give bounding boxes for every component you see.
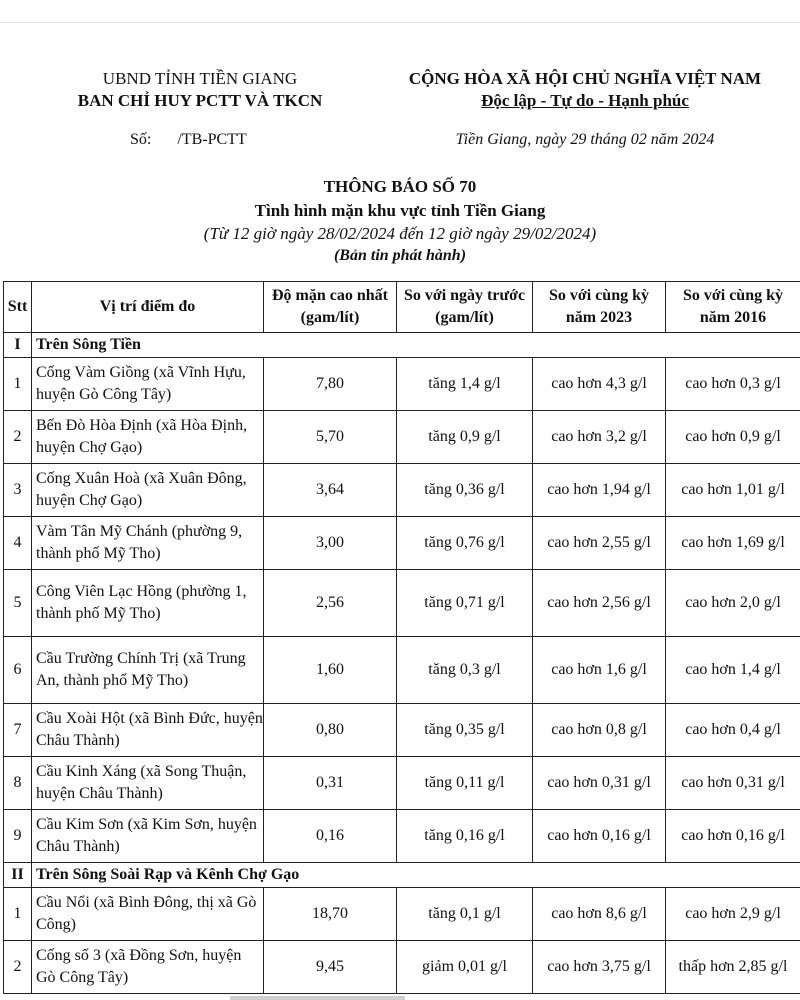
row-vs-2016: cao hơn 1,69 g/l — [666, 517, 800, 570]
row-vs-2023: cao hơn 1,94 g/l — [533, 464, 666, 517]
row-max-salinity: 18,70 — [264, 888, 397, 941]
row-max-salinity: 0,80 — [264, 704, 397, 757]
row-vs-previous-day: tăng 0,76 g/l — [397, 517, 533, 570]
row-max-salinity: 3,00 — [264, 517, 397, 570]
row-location: Vàm Tân Mỹ Chánh (phường 9, thành phố Mỹ Tho) — [32, 517, 264, 570]
section-row-soai-rap-river — [4, 863, 800, 888]
table-row — [4, 757, 800, 810]
row-vs-2023: cao hơn 4,3 g/l — [533, 358, 666, 411]
row-max-salinity: 9,45 — [264, 941, 397, 994]
row-max-salinity: 1,60 — [264, 637, 397, 704]
row-location: Bến Đò Hòa Định (xã Hòa Định, huyện Chợ Gạo) — [32, 411, 264, 464]
header-vs-2023: So với cùng kỳ năm 2023 — [533, 282, 666, 333]
document-date: Tiền Giang, ngày 29 tháng 02 năm 2024 — [455, 131, 715, 148]
row-stt: 1 — [4, 358, 32, 411]
notice-period: (Từ 12 giờ ngày 28/02/2024 đến 12 giờ ngày 29/02/2024) — [203, 224, 597, 243]
row-vs-2023: cao hơn 3,2 g/l — [533, 411, 666, 464]
notice-title-block — [0, 175, 800, 267]
row-stt: 6 — [4, 637, 32, 704]
row-vs-2023: cao hơn 2,55 g/l — [533, 517, 666, 570]
row-vs-previous-day: giảm 0,01 g/l — [397, 941, 533, 994]
table-header-row — [4, 282, 800, 333]
row-vs-2023: cao hơn 8,6 g/l — [533, 888, 666, 941]
row-location: Cầu Nổi (xã Bình Đông, thị xã Gò Công) — [32, 888, 264, 941]
table-row — [4, 888, 800, 941]
row-vs-2023: cao hơn 0,8 g/l — [533, 704, 666, 757]
notice-subject: Tình hình mặn khu vực tỉnh Tiền Giang — [254, 201, 546, 220]
row-location: Cống số 3 (xã Đồng Sơn, huyện Gò Công Tây) — [32, 941, 264, 994]
row-stt: 1 — [4, 888, 32, 941]
document-number-label: Số: — [130, 131, 152, 148]
table-row — [4, 464, 800, 517]
header-vs-previous-day: So với ngày trước (gam/lít) — [397, 282, 533, 333]
row-max-salinity: 0,31 — [264, 757, 397, 810]
row-location: Cầu Trường Chính Trị (xã Trung An, thành phố Mỹ Tho) — [32, 637, 264, 704]
horizontal-scrollbar[interactable] — [230, 996, 405, 1000]
row-vs-2016: cao hơn 1,01 g/l — [666, 464, 800, 517]
row-stt: 2 — [4, 411, 32, 464]
nation-line-2: Độc lập - Tự do - Hạnh phúc — [481, 91, 689, 110]
row-stt: 7 — [4, 704, 32, 757]
row-max-salinity: 2,56 — [264, 570, 397, 637]
row-vs-2023: cao hơn 2,56 g/l — [533, 570, 666, 637]
section-name: Trên Sông Tiền — [32, 333, 800, 358]
table-row — [4, 941, 800, 994]
row-location: Cống Xuân Hoà (xã Xuân Đông, huyện Chợ Gạo) — [32, 464, 264, 517]
row-vs-previous-day: tăng 0,3 g/l — [397, 637, 533, 704]
nation-line-1: CỘNG HÒA XÃ HỘI CHỦ NGHĨA VIỆT NAM — [408, 69, 762, 88]
salinity-table — [3, 281, 800, 994]
national-motto — [385, 68, 785, 112]
row-vs-previous-day: tăng 0,1 g/l — [397, 888, 533, 941]
row-vs-2016: cao hơn 2,9 g/l — [666, 888, 800, 941]
row-vs-2023: cao hơn 3,75 g/l — [533, 941, 666, 994]
section-index: I — [4, 333, 32, 358]
table-row — [4, 704, 800, 757]
row-vs-2023: cao hơn 0,16 g/l — [533, 810, 666, 863]
row-stt: 4 — [4, 517, 32, 570]
row-max-salinity: 7,80 — [264, 358, 397, 411]
row-stt: 2 — [4, 941, 32, 994]
row-vs-previous-day: tăng 0,71 g/l — [397, 570, 533, 637]
row-vs-2023: cao hơn 1,6 g/l — [533, 637, 666, 704]
row-vs-previous-day: tăng 0,11 g/l — [397, 757, 533, 810]
row-vs-previous-day: tăng 0,9 g/l — [397, 411, 533, 464]
section-name: Trên Sông Soài Rạp và Kênh Chợ Gạo — [32, 863, 800, 888]
row-max-salinity: 0,16 — [264, 810, 397, 863]
row-vs-previous-day: tăng 1,4 g/l — [397, 358, 533, 411]
header-max-salinity: Độ mặn cao nhất (gam/lít) — [264, 282, 397, 333]
table-row — [4, 810, 800, 863]
row-vs-previous-day: tăng 0,35 g/l — [397, 704, 533, 757]
header-location: Vị trí điểm đo — [32, 282, 264, 333]
table-row — [4, 637, 800, 704]
table-row — [4, 411, 800, 464]
row-max-salinity: 3,64 — [264, 464, 397, 517]
row-vs-2016: cao hơn 0,4 g/l — [666, 704, 800, 757]
table-row — [4, 570, 800, 637]
header-vs-2016: So với cùng kỳ năm 2016 — [666, 282, 800, 333]
row-stt: 5 — [4, 570, 32, 637]
row-vs-2016: thấp hơn 2,85 g/l — [666, 941, 800, 994]
row-vs-2023: cao hơn 0,31 g/l — [533, 757, 666, 810]
org-line-2: BAN CHỈ HUY PCTT VÀ TKCN — [77, 91, 323, 110]
row-stt: 9 — [4, 810, 32, 863]
row-vs-2016: cao hơn 0,9 g/l — [666, 411, 800, 464]
issuing-organization — [40, 68, 360, 112]
row-location: Công Viên Lạc Hồng (phường 1, thành phố Mỹ Tho) — [32, 570, 264, 637]
document-number-value: /TB-PCTT — [177, 131, 247, 148]
notice-edition: (Bản tin phát hành) — [333, 247, 467, 264]
section-index: II — [4, 863, 32, 888]
row-stt: 8 — [4, 757, 32, 810]
page-top-divider — [0, 22, 800, 23]
row-vs-previous-day: tăng 0,16 g/l — [397, 810, 533, 863]
row-vs-previous-day: tăng 0,36 g/l — [397, 464, 533, 517]
section-row-tien-river — [4, 333, 800, 358]
row-vs-2016: cao hơn 1,4 g/l — [666, 637, 800, 704]
row-location: Cầu Kinh Xáng (xã Song Thuận, huyện Châu Thành) — [32, 757, 264, 810]
row-vs-2016: cao hơn 0,31 g/l — [666, 757, 800, 810]
row-location: Cầu Kim Sơn (xã Kim Sơn, huyện Châu Thành) — [32, 810, 264, 863]
document-number — [130, 131, 247, 149]
table-row — [4, 517, 800, 570]
row-location: Cầu Xoài Hột (xã Bình Đức, huyện Châu Thành) — [32, 704, 264, 757]
row-vs-2016: cao hơn 0,16 g/l — [666, 810, 800, 863]
row-vs-2016: cao hơn 0,3 g/l — [666, 358, 800, 411]
header-stt: Stt — [4, 282, 32, 333]
row-location: Cống Vàm Giồng (xã Vĩnh Hựu, huyện Gò Công Tây) — [32, 358, 264, 411]
notice-title: THÔNG BÁO SỐ 70 — [323, 177, 477, 196]
org-line-1: UBND TỈNH TIỀN GIANG — [102, 69, 298, 88]
row-vs-2016: cao hơn 2,0 g/l — [666, 570, 800, 637]
table-row — [4, 358, 800, 411]
row-max-salinity: 5,70 — [264, 411, 397, 464]
row-stt: 3 — [4, 464, 32, 517]
